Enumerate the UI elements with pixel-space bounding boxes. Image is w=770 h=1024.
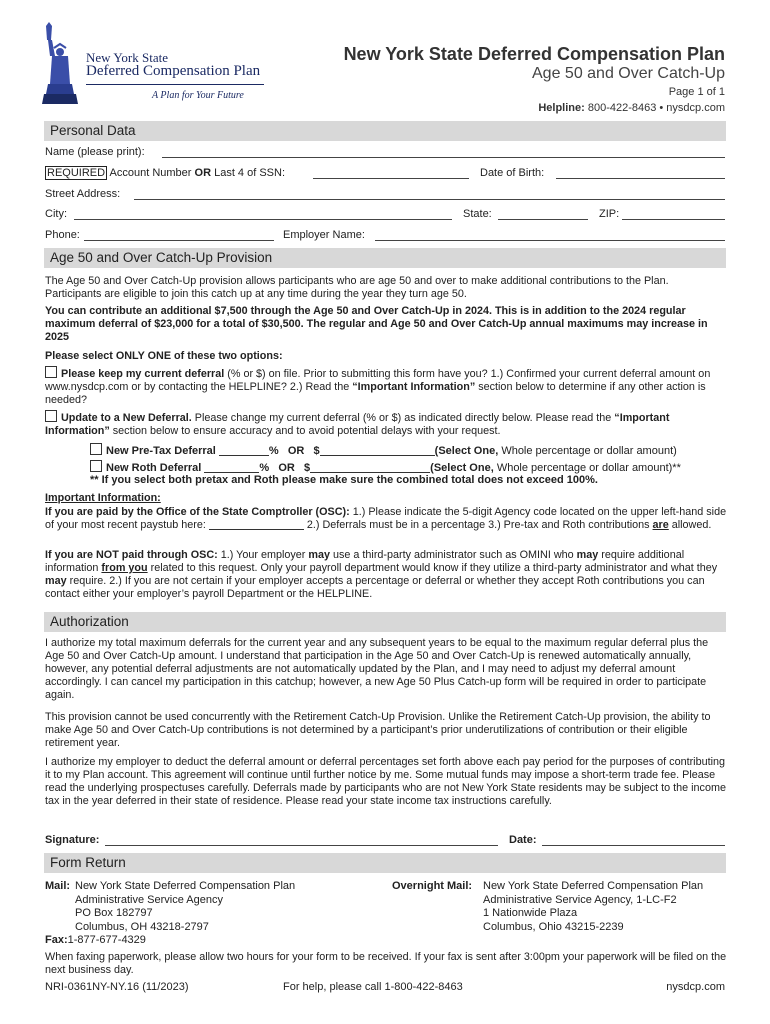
update-deferral-checkbox[interactable] xyxy=(45,410,57,422)
authorization-p3: I authorize my employer to deduct the deferral amount or deferral percentages set forth above each pay period for the purposes of contributing it to my Plan account. This agreement will continue until further notice by me. Some mutual funds may impose a short-term trade fee. Please read the underlying prospectuses carefully. Deferrals made by participants who are not New York State residents may be subject to the income tax in the year deferred in their state of residence. Please read your state income tax instructions carefully. xyxy=(45,756,726,807)
org-name-line2: Deferred Compensation Plan xyxy=(86,63,261,79)
keep-current-checkbox[interactable] xyxy=(45,366,57,378)
authorization-p2: This provision cannot be used concurrently with the Retirement Catch-Up Provision. Unlike the Retirement Catch-Up provision, the ability to make Age 50 and Over Catch-Up contributions is not determined by a participant’s prior underutilizations of contribution or their eligible retirement year. xyxy=(45,711,711,749)
pretax-percent-field[interactable] xyxy=(219,445,269,456)
combined-note: ** If you select both pretax and Roth please make sure the combined total does not exceed 100%. xyxy=(90,474,598,486)
name-field[interactable] xyxy=(162,157,725,158)
form-title: New York State Deferred Compensation Plan xyxy=(343,44,725,64)
roth-dollar-field[interactable] xyxy=(310,462,430,473)
pretax-row: New Pre-Tax Deferral % OR $ (Select One, Whole percentage or dollar amount) xyxy=(90,443,677,457)
street-field[interactable] xyxy=(134,199,725,200)
phone-label: Phone: xyxy=(45,229,80,241)
page-number: Page 1 of 1 xyxy=(668,86,725,98)
osc-info: If you are paid by the Office of the State Comptroller (OSC): 1.) Please indicate the 5-digit Agency code located on the upper left-hand side of your most recent paystub here: 2.) Deferrals must be in a percentage 3.) Pre-tax and Roth contributions are allowed. xyxy=(45,506,727,531)
form-subtitle: Age 50 and Over Catch-Up xyxy=(532,65,725,82)
employer-field[interactable] xyxy=(375,240,725,241)
section-personal-data: Personal Data xyxy=(44,121,726,141)
footer-help: For help, please call 1-800-422-8463 xyxy=(283,981,463,993)
roth-checkbox[interactable] xyxy=(90,460,102,472)
option-keep-current: Please keep my current deferral (% or $) on file. Prior to submitting this form have you? 1.) Confirmed your current deferral amount on www.nysdcp.com or by contacting the HELPLINE? 2.) Read the “Important Information” section below to determine if any other action is needed? xyxy=(45,368,711,406)
overnight-address: New York State Deferred Compensation Plan Administrative Service Agency, 1-LC-F2 1 Nationwide Plaza Columbus, Ohio 43215-2239 xyxy=(483,880,704,933)
zip-field[interactable] xyxy=(622,219,725,220)
agency-code-field[interactable] xyxy=(209,519,304,530)
fax-note: When faxing paperwork, please allow two hours for your form to be received. If your fax is sent after 3:00pm your paperwork will be filed on the next business day. xyxy=(45,951,727,976)
form-id: NRI-0361NY-NY.16 (11/2023) xyxy=(45,981,189,993)
pretax-dollar-field[interactable] xyxy=(320,445,435,456)
signature-field[interactable] xyxy=(105,845,498,846)
logo-divider xyxy=(86,84,264,85)
tagline: A Plan for Your Future xyxy=(152,90,244,101)
city-label: City: xyxy=(45,208,67,220)
name-label: Name (please print): xyxy=(45,146,145,158)
dob-field[interactable] xyxy=(556,178,725,179)
section-authorization: Authorization xyxy=(44,612,726,632)
mail-label: Mail: xyxy=(45,880,71,892)
option-update-deferral: Update to a New Deferral. Please change my current deferral (% or $) as indicated directly below. Please read the “Important Information” section below to ensure accuracy and to avoid potential delays with your request. xyxy=(45,412,670,437)
dob-label: Date of Birth: xyxy=(480,167,545,179)
non-osc-info: If you are NOT paid through OSC: 1.) Your employer may use a third-party administrator such as OMINI who may require additional information from you related to this request. Only your payroll department would know if they utilize a third-party administrator and what they may require. 2.) If you are not certain if your employer accepts a percentage or deferral or whether they accept Roth contributions you can contact either your employer’s payroll Department or the HELPLINE. xyxy=(45,549,718,600)
catchup-intro: The Age 50 and Over Catch-Up provision allows participants who are age 50 and over to make additional contributions to the Plan. Participants are eligible to join this catch up at any time during the year they turn age 50. xyxy=(45,275,669,300)
authorization-p1: I authorize my total maximum deferrals for the current year and any subsequent years to be equal to the maximum regular deferral plus the Age 50 and Over Catch-Up amount. I understand that participation in the Age 50 and Over Catch-Up is renewed automatically annually, however, any potential deferral adjustments are not automatically updated by the Plan, and I may need to adjust my deferral amount accordingly. I can cancel my participation in this catchup; however, a new Age 50 Plus Catch-up form will be required in order to participate again. xyxy=(45,637,709,701)
helpline: Helpline: 800-422-8463 • nysdcp.com xyxy=(538,102,725,114)
statue-of-liberty-logo xyxy=(40,22,84,104)
state-label: State: xyxy=(463,208,492,220)
catchup-limits: You can contribute an additional $7,500 through the Age 50 and Over Catch-Up in 2024. This is in addition to the 2024 regular maximum deferral of $23,000 for a total of $30,500. The regular and Age 50 and Over Catch-Up annual maximums may increase in 2025 xyxy=(45,305,708,343)
section-form-return: Form Return xyxy=(44,853,726,873)
employer-label: Employer Name: xyxy=(283,229,365,241)
org-name-line1: New York State xyxy=(86,50,168,65)
date-field[interactable] xyxy=(542,845,725,846)
section-catchup: Age 50 and Over Catch-Up Provision xyxy=(44,248,726,268)
select-one-instruction: Please select ONLY ONE of these two options: xyxy=(45,350,283,362)
fax: Fax:1-877-677-4329 xyxy=(45,934,146,946)
signature-label: Signature: xyxy=(45,834,100,846)
state-field[interactable] xyxy=(498,219,588,220)
zip-label: ZIP: xyxy=(599,208,620,220)
roth-row: New Roth Deferral % OR $ (Select One, Whole percentage or dollar amount)** xyxy=(90,460,681,474)
phone-field[interactable] xyxy=(84,240,274,241)
city-field[interactable] xyxy=(74,219,452,220)
roth-percent-field[interactable] xyxy=(204,462,259,473)
account-label: REQUIRED Account Number OR Last 4 of SSN: xyxy=(47,167,286,179)
pretax-checkbox[interactable] xyxy=(90,443,102,455)
overnight-label: Overnight Mail: xyxy=(392,880,473,892)
date-label: Date: xyxy=(509,834,537,846)
footer-site: nysdcp.com xyxy=(666,981,725,993)
mail-address: New York State Deferred Compensation Plan Administrative Service Agency PO Box 182797 Columbus, OH 43218-2797 xyxy=(75,880,296,933)
account-field[interactable] xyxy=(313,178,469,179)
important-heading: Important Information: xyxy=(45,492,161,504)
street-label: Street Address: xyxy=(45,188,121,200)
